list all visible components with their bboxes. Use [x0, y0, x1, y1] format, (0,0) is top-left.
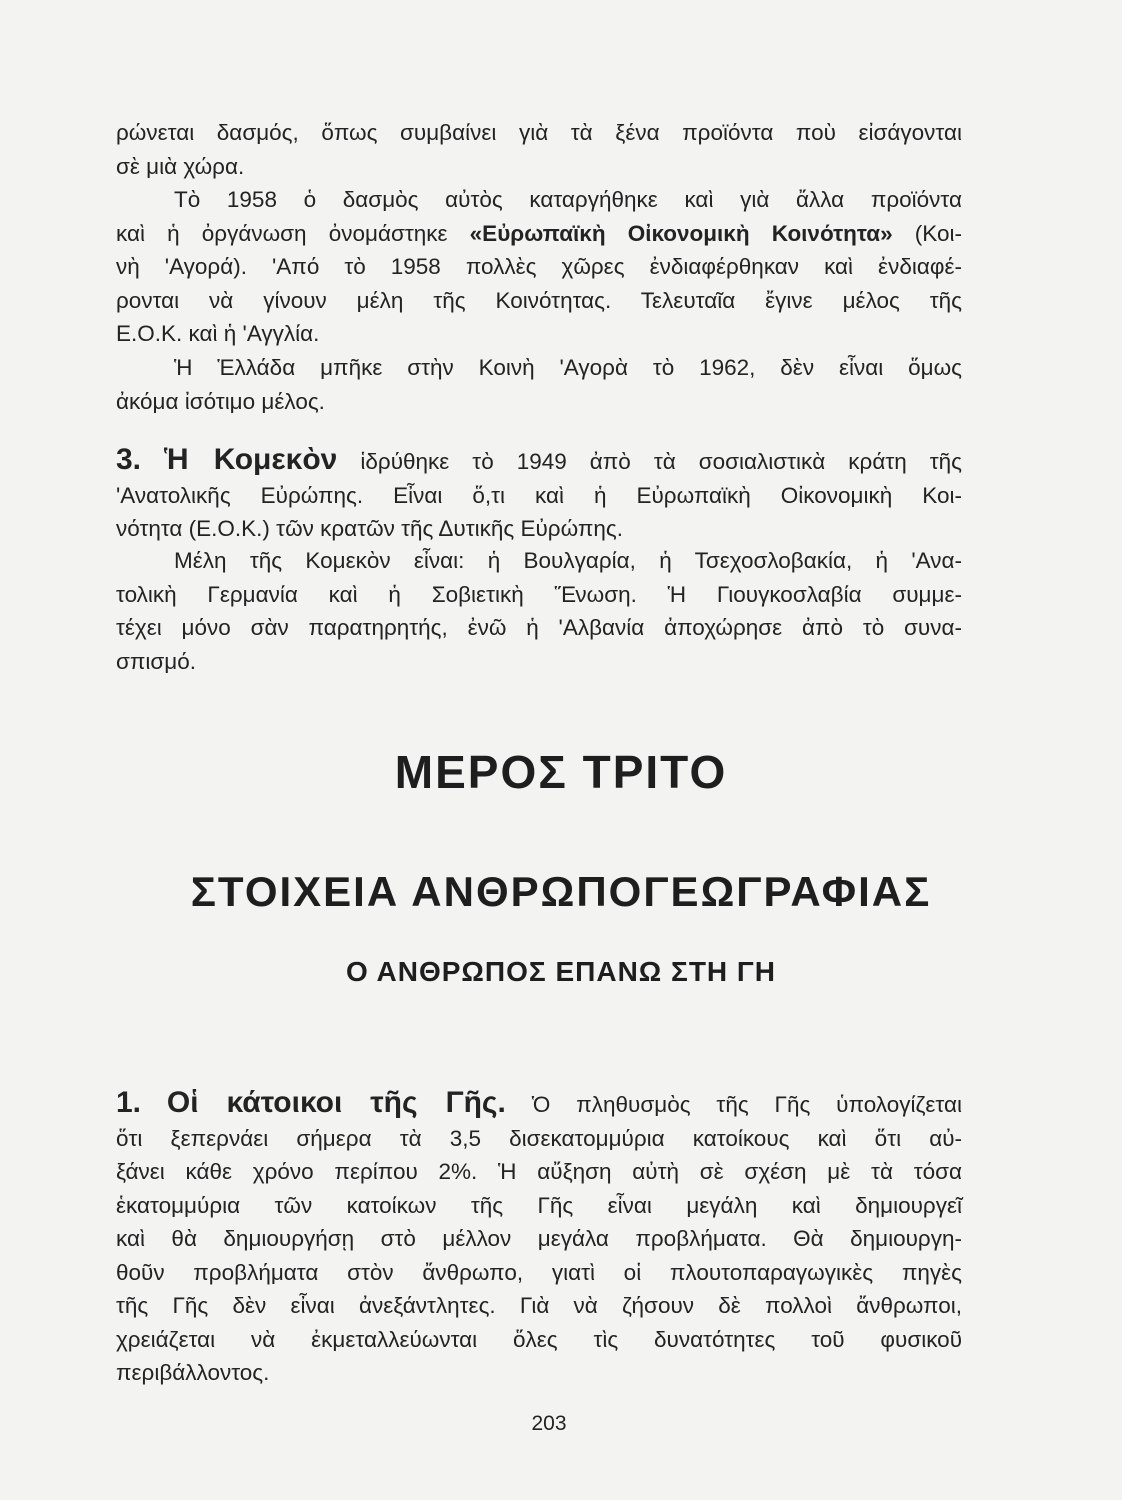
text-line: θοῦν προβλήματα στὸν ἄνθρωπο, γιατὶ οἱ πλουτοπαραγωγικὲς πηγὲς — [116, 1259, 962, 1285]
text-line: ρώνεται δασμός, ὅπως συμβαίνει γιὰ τὰ ξένα προϊόντα ποὺ εἰσάγονται — [116, 120, 962, 145]
text-fragment: ἱδρύθηκε τὸ 1949 ἀπὸ τὰ σοσιαλιστικὰ κράτη τῆς — [360, 449, 962, 474]
text-line: καὶ θὰ δημιουργήσῃ στὸ μέλλον μεγάλα προβλήματα. Θὰ δημιουργη- — [116, 1226, 962, 1251]
text-line: τῆς Γῆς δὲν εἶναι ἀνεξάντλητες. Γιὰ νὰ ζήσουν δὲ πολλοὶ ἄνθρωποι, — [116, 1293, 962, 1318]
text-line: Ἡ Ἑλλάδα μπῆκε στὴν Κοινὴ 'Αγορὰ τὸ 1962, δὲν εἶναι ὅμως — [174, 355, 962, 380]
paragraph-1 — [116, 116, 962, 183]
section-3-komekon — [116, 443, 962, 546]
text-fragment: Ὁ πληθυσμὸς τῆς Γῆς ὑπολογίζεται — [531, 1092, 962, 1117]
text-line — [116, 443, 962, 479]
text-line: νὴ 'Αγορά). 'Από τὸ 1958 πολλὲς χῶρες ἐνδιαφέρθηκαν καὶ ἐνδιαφέ- — [116, 254, 962, 279]
text-line: ἀκόμα ἰσότιμο μέλος. — [116, 388, 325, 414]
chapter-heading: Ο ΑΝΘΡΩΠΟΣ ΕΠΑΝΩ ΣΤΗ ΓΗ — [346, 956, 776, 987]
section-1-inhabitants — [116, 1086, 962, 1390]
section-heading: Οἱ κάτοικοι τῆς Γῆς. — [166, 1086, 506, 1119]
text-line: 'Ανατολικῆς Εὐρώπης. Εἶναι ὅ,τι καὶ ἡ Εὐρωπαϊκὴ Οἰκονομικὴ Κοι- — [116, 482, 962, 508]
paragraph-2 — [116, 183, 962, 351]
text-line: Ε.Ο.Κ. καὶ ἡ 'Αγγλία. — [116, 321, 320, 346]
part-heading: ΜΕΡΟΣ ΤΡΙΤΟ — [394, 746, 728, 798]
text-line: ξάνει κάθε χρόνο περίπου 2%. Ἡ αὔξηση αὐτὴ σὲ σχέση μὲ τὰ τόσα — [116, 1159, 962, 1184]
text-line: ρονται νὰ γίνουν μέλη τῆς Κοινότητας. Τελευταῖα ἔγινε μέλος τῆς — [116, 287, 962, 313]
text-line: ὅτι ξεπερνάει σήμερα τὰ 3,5 δισεκατομμύρια κατοίκους καὶ ὅτι αὐ- — [116, 1125, 962, 1151]
paragraph-3 — [116, 351, 962, 418]
text-line: Τὸ 1958 ὁ δασμὸς αὐτὸς καταργήθηκε καὶ γιὰ ἄλλα προϊόντα — [174, 187, 962, 212]
section-heading: Ἡ Κομεκὸν — [164, 443, 338, 476]
text-line: ἑκατομμύρια τῶν κατοίκων τῆς Γῆς εἶναι μεγάλη καὶ δημιουργεῖ — [116, 1192, 962, 1218]
text-fragment: (Κοι- — [892, 220, 962, 246]
text-line: τολικὴ Γερμανία καὶ ἡ Σοβιετικὴ Ἕνωση. Ἡ Γιουγκοσλαβία συμμε- — [116, 581, 962, 607]
text-line: σπισμό. — [116, 648, 197, 674]
bold-term: «Εὐρωπαϊκὴ Οἰκονομικὴ Κοινότητα» — [469, 220, 893, 246]
part-title: ΣΤΟΙΧΕΙΑ ΑΝΘΡΩΠΟΓΕΩΓΡΑΦΙΑΣ — [190, 868, 932, 915]
text-line: σὲ μιὰ χώρα. — [116, 153, 245, 179]
text-line: περιβάλλοντος. — [116, 1360, 270, 1385]
text-line — [116, 217, 962, 251]
text-line — [116, 1086, 962, 1122]
section-number: 1. — [116, 1086, 142, 1119]
text-line: χρειάζεται νὰ ἐκμεταλλεύωνται ὅλες τὶς δυνατότητες τοῦ φυσικοῦ — [116, 1326, 962, 1352]
page-number: 203 — [531, 1412, 567, 1435]
text-line: νότητα (Ε.Ο.Κ.) τῶν κρατῶν τῆς Δυτικῆς Εὐρώπης. — [116, 516, 623, 541]
section-number: 3. — [116, 443, 142, 476]
text-line: τέχει μόνο σὰν παρατηρητής, ἐνῶ ἡ 'Αλβανία ἀποχώρησε ἀπὸ τὸ συνα- — [116, 615, 962, 640]
section-3-paragraph-2 — [116, 544, 962, 678]
text-line: Μέλη τῆς Κομεκὸν εἶναι: ἡ Βουλγαρία, ἡ Τσεχοσλοβακία, ἡ 'Ανα- — [174, 548, 962, 573]
text-fragment: καὶ ἡ ὀργάνωση ὀνομάστηκε — [116, 220, 470, 246]
